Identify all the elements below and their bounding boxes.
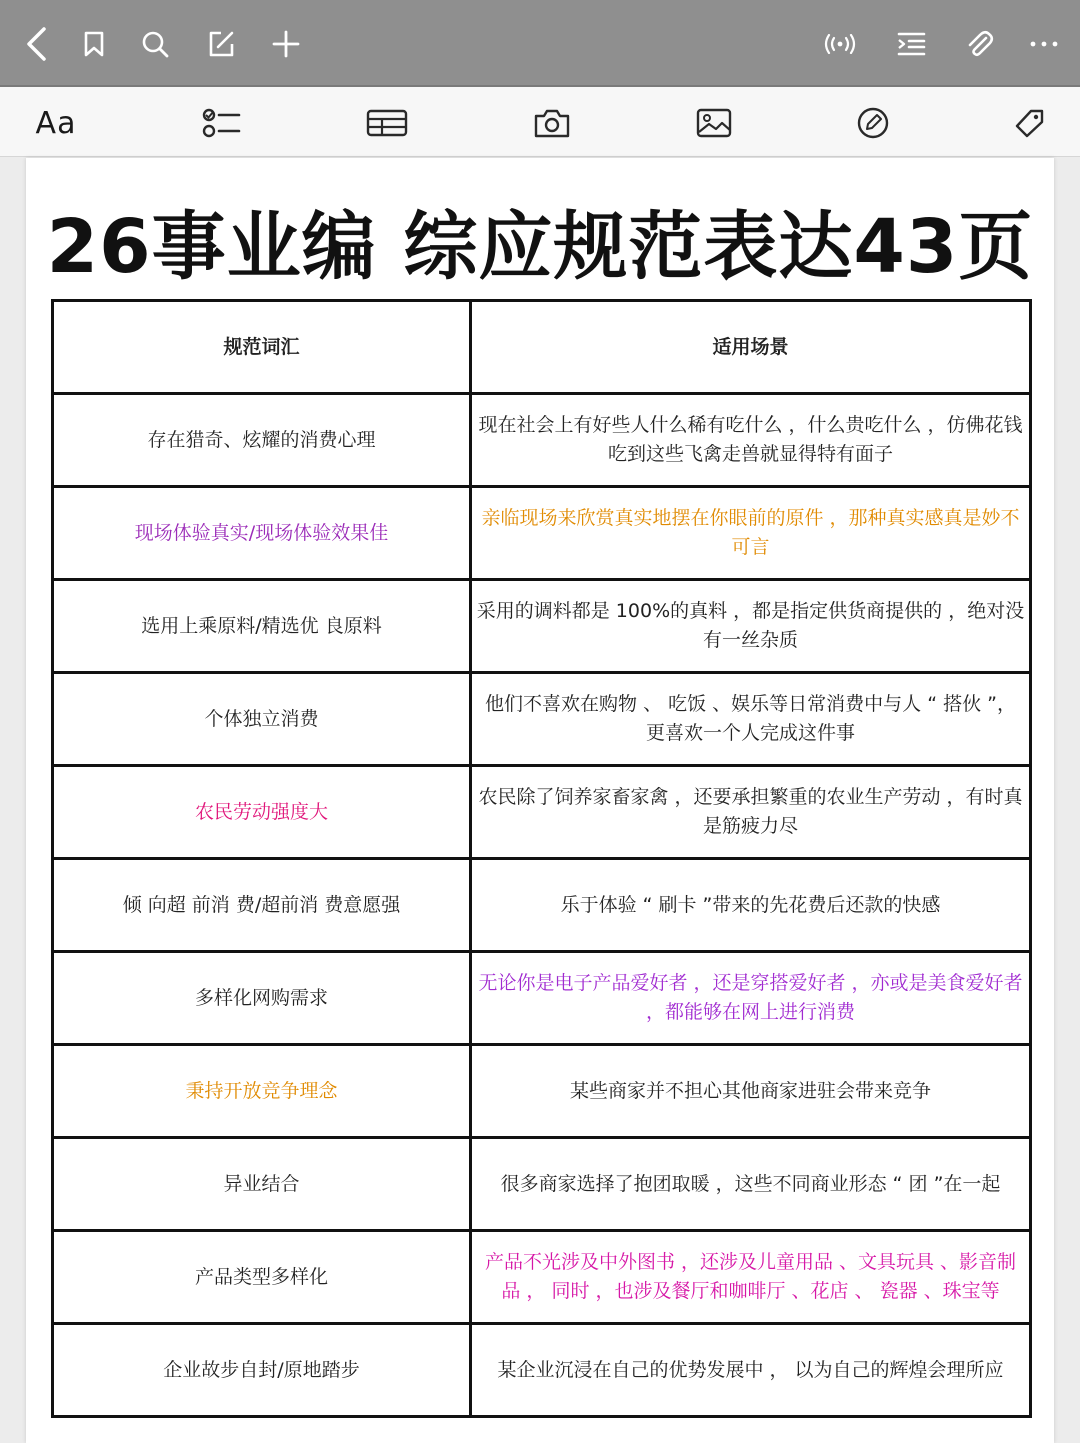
tag-icon[interactable] <box>1006 99 1054 147</box>
scene-cell: 乐于体验 “ 刷卡 ”带来的先花费后还款的快感 <box>471 859 1031 952</box>
term-cell: 秉持开放竞争理念 <box>53 1045 471 1138</box>
outline-list-icon[interactable] <box>889 22 933 66</box>
markup-pen-icon[interactable] <box>849 99 897 147</box>
term-cell: 异业结合 <box>53 1138 471 1231</box>
vocabulary-table <box>51 299 1032 1418</box>
broadcast-icon[interactable] <box>818 22 862 66</box>
table-row <box>53 1045 1031 1138</box>
term-cell: 选用上乘原料/精选优 良原料 <box>53 580 471 673</box>
table-row <box>53 580 1031 673</box>
scene-cell: 某企业沉浸在自己的优势发展中 ， 以为自己的辉煌会理所应 <box>471 1324 1031 1417</box>
term-cell: 多样化网购需求 <box>53 952 471 1045</box>
table-row <box>53 1231 1031 1324</box>
image-icon[interactable] <box>690 99 738 147</box>
scene-cell: 现在社会上有好些人什么稀有吃什么 ，什么贵吃什么 ，仿佛花钱吃到这些飞禽走兽就显得特有面子 <box>471 394 1031 487</box>
table-row <box>53 1138 1031 1231</box>
top-navigation-bar <box>0 0 1080 87</box>
term-cell: 现场体验真实/现场体验效果佳 <box>53 487 471 580</box>
edit-icon[interactable] <box>199 22 243 66</box>
camera-icon[interactable] <box>528 99 576 147</box>
term-cell: 个体独立消费 <box>53 673 471 766</box>
scene-cell: 无论你是电子产品爱好者 ，还是穿搭爱好者 ，亦或是美食爱好者 ，都能够在网上进行消费 <box>471 952 1031 1045</box>
attachment-icon[interactable] <box>957 22 1001 66</box>
note-page <box>26 158 1054 1443</box>
scene-cell: 采用的调料都是 100%的真料 ，都是指定供货商提供的 ，绝对没有一丝杂质 <box>471 580 1031 673</box>
table-row <box>53 952 1031 1045</box>
table-row <box>53 1324 1031 1417</box>
editing-toolbar <box>0 87 1080 157</box>
table-row <box>53 766 1031 859</box>
scene-cell: 亲临现场来欣赏真实地摆在你眼前的原件 ，那种真实感真是妙不可言 <box>471 487 1031 580</box>
header-scene: 适用场景 <box>471 301 1031 394</box>
search-icon[interactable] <box>133 22 177 66</box>
back-icon[interactable] <box>14 22 58 66</box>
table-row <box>53 394 1031 487</box>
add-icon[interactable] <box>264 22 308 66</box>
term-cell: 产品类型多样化 <box>53 1231 471 1324</box>
term-cell: 企业故步自封/原地踏步 <box>53 1324 471 1417</box>
bookmark-icon[interactable] <box>72 22 116 66</box>
more-icon[interactable] <box>1022 22 1066 66</box>
text-format-button[interactable]: Aa <box>35 105 77 141</box>
term-cell: 存在猎奇、炫耀的消费心理 <box>53 394 471 487</box>
scene-cell: 产品不光涉及中外图书 ，还涉及儿童用品 、文具玩具 、影音制品 ， 同时 ，也涉及餐厅和咖啡厅 、花店 、 瓷器 、珠宝等 <box>471 1231 1031 1324</box>
table-icon[interactable] <box>363 99 411 147</box>
scene-cell: 很多商家选择了抱团取暖 ，这些不同商业形态 “ 团 ”在一起 <box>471 1138 1031 1231</box>
header-term: 规范词汇 <box>53 301 471 394</box>
scene-cell: 某些商家并不担心其他商家进驻会带来竞争 <box>471 1045 1031 1138</box>
term-cell: 倾 向超 前消 费/超前消 费意愿强 <box>53 859 471 952</box>
scene-cell: 农民除了饲养家畜家禽 ，还要承担繁重的农业生产劳动 ，有时真是筋疲力尽 <box>471 766 1031 859</box>
term-cell: 农民劳动强度大 <box>53 766 471 859</box>
scene-cell: 他们不喜欢在购物 、 吃饭 、娱乐等日常消费中与人 “ 搭伙 ”，更喜欢一个人完成这件事 <box>471 673 1031 766</box>
table-header-row <box>53 301 1031 394</box>
table-row <box>53 673 1031 766</box>
checklist-icon[interactable] <box>198 99 246 147</box>
table-row <box>53 859 1031 952</box>
table-row <box>53 487 1031 580</box>
page-title: 26事业编 综应规范表达43页 <box>46 204 1034 290</box>
